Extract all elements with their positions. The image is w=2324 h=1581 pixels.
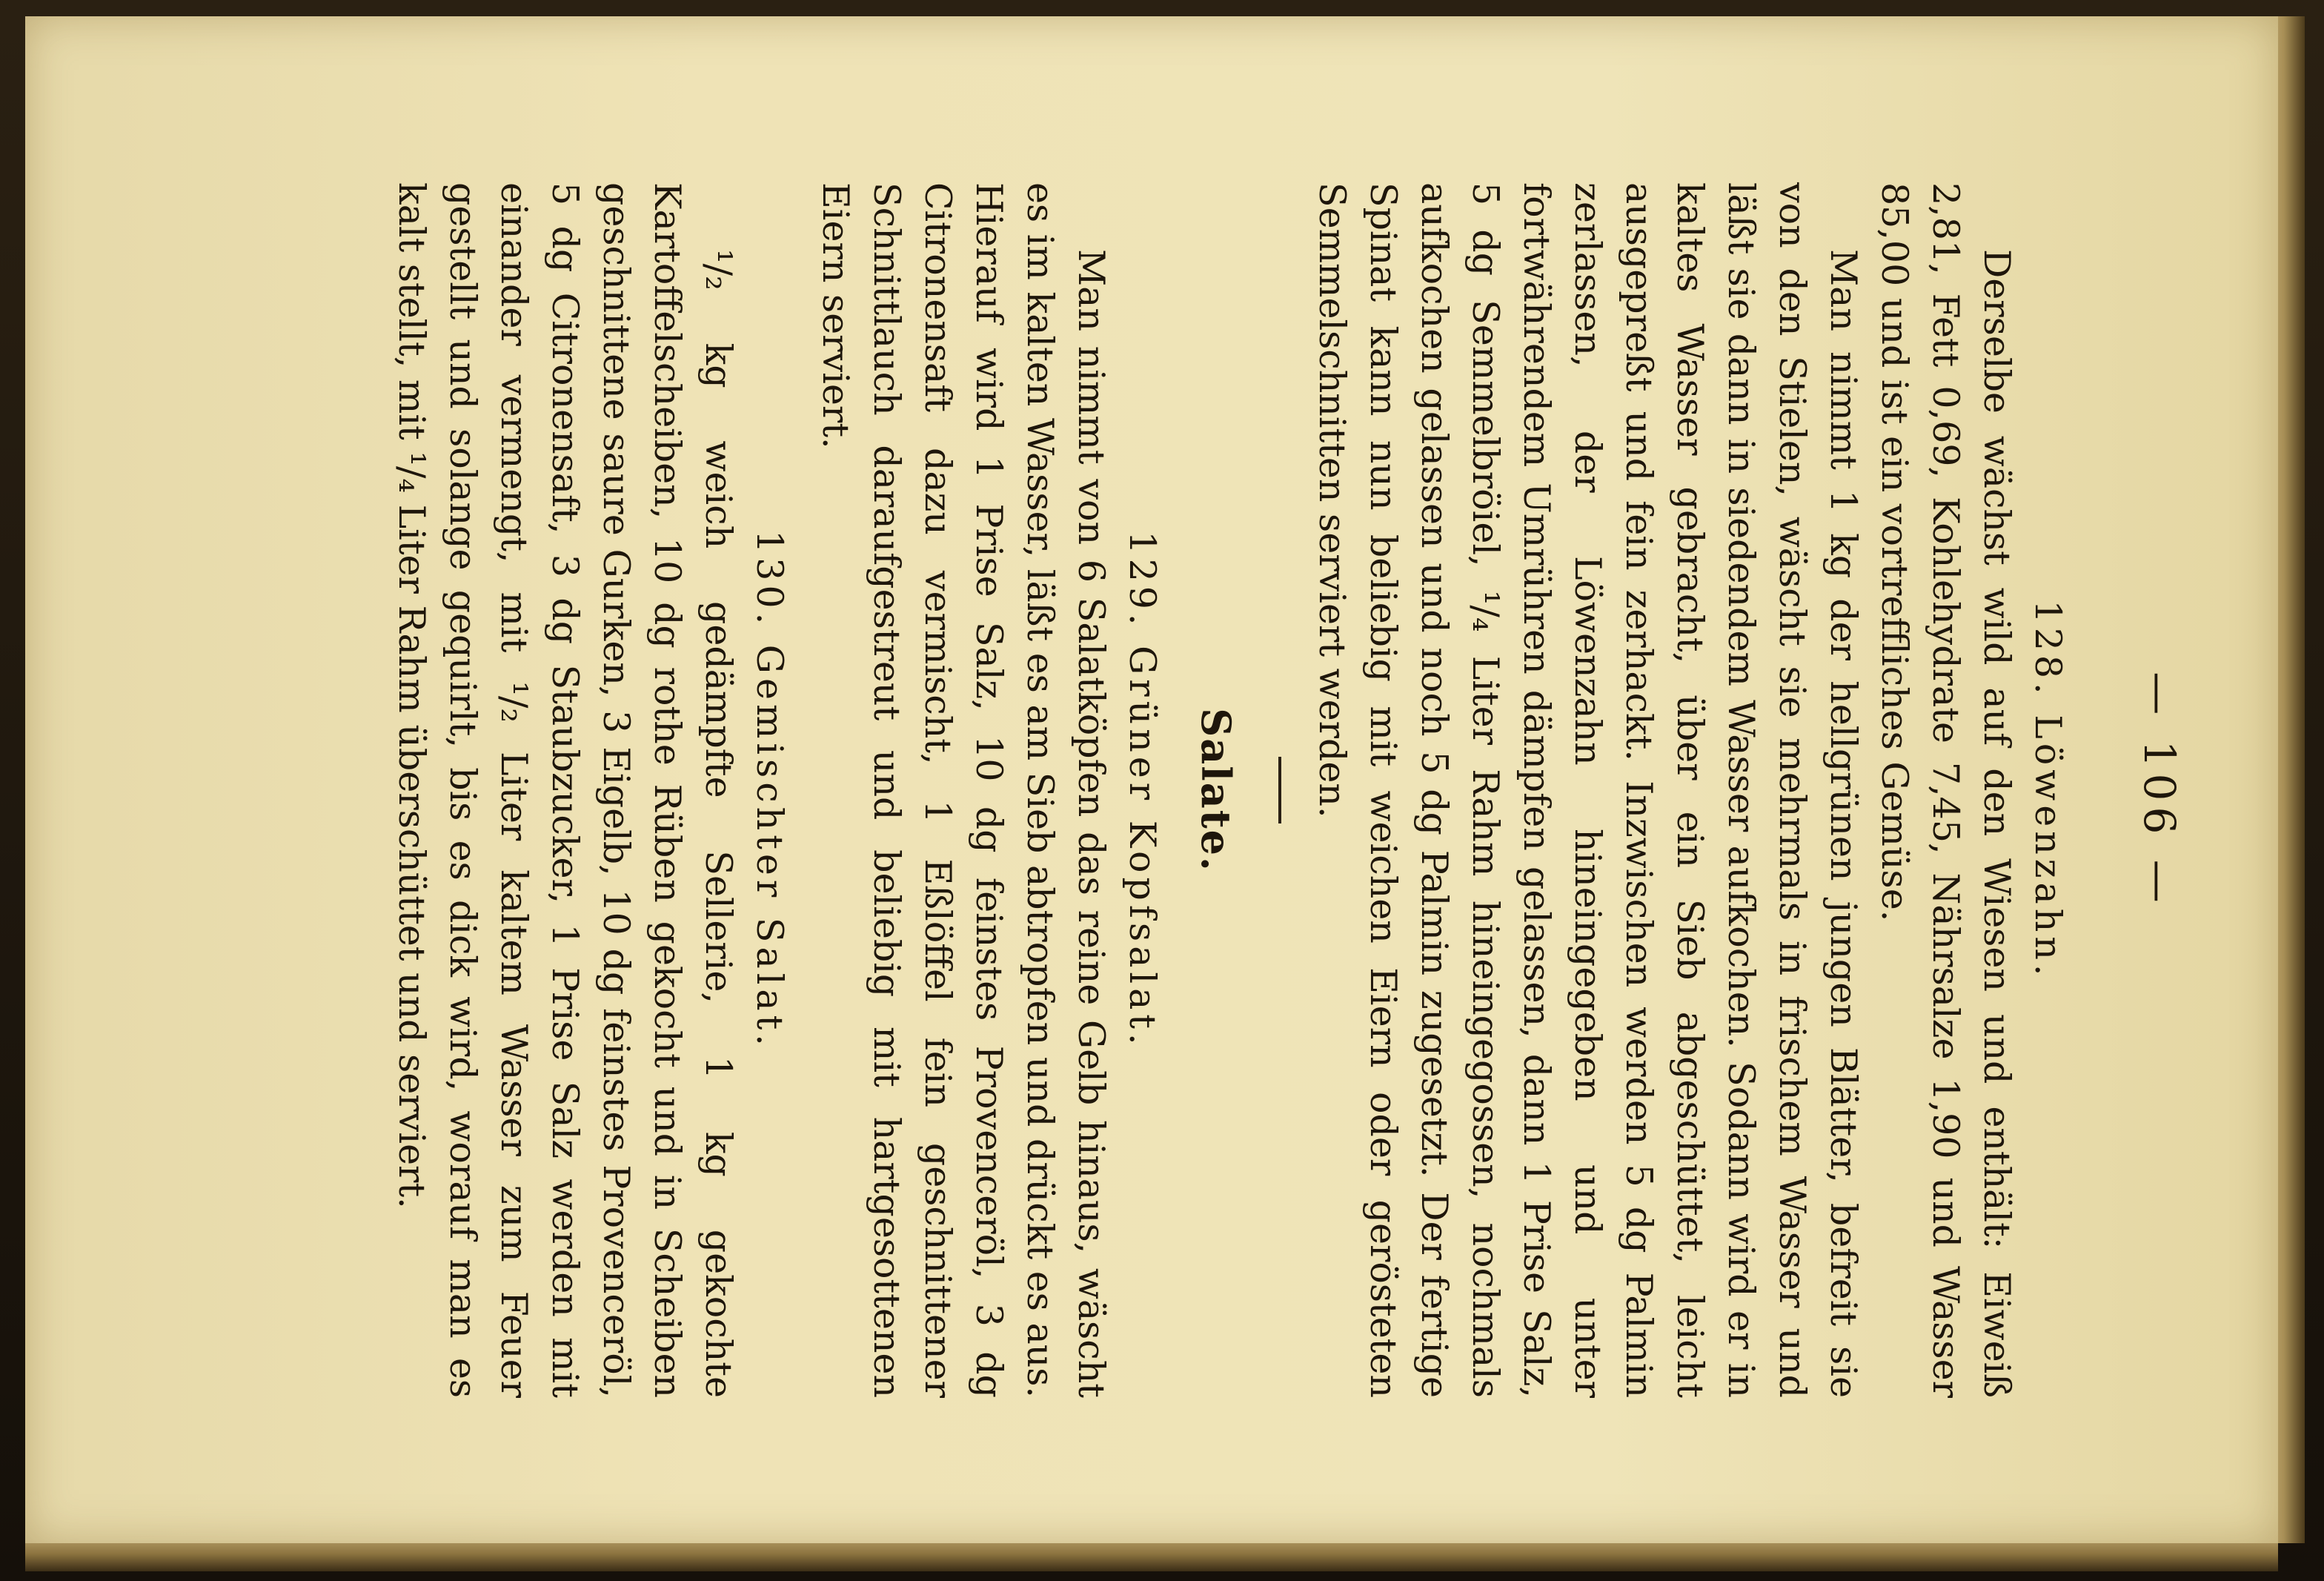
recipe-130-method: ¹/₂ kg weich gedämpfte Sellerie, 1 kg gekochte Kartoffelscheiben, 10 dg rothe Rüben gekocht und in Scheiben geschnittene saure Gurken, 3 Eigelb, 10 dg feinstes Provenceröl, 5 dg Citronensaft, 3 dg Staubzucker, 1 Prise Salz werden mit einander vermengt, mit ¹/₂ Liter kaltem Wasser zum Feuer gestellt und solange gequirlt, bis es dick wird, worauf man es kalt stellt, mit ¹/₄ Liter Rahm überschüttet und serviert. (391, 182, 740, 1398)
recipe-128-intro: Derselbe wächst wild auf den Wiesen und enthält: Eiweiß 2,81, Fett 0,69, Kohlehydrate 7,45, Nährsalze 1,90 und Wasser 85,00 und ist ein vortreffliches Gemüse. (1873, 182, 2018, 1398)
recipe-129-method: Man nimmt von 6 Salatköpfen das reine Gelb hinaus, wäscht es im kalten Wasser, läßt es am Sieb abtropfen und drückt es aus. Hierauf wird 1 Prise Salz, 10 dg feinstes Provenceröl, 3 dg Citronensaft dazu vermischt, 1 Eßlöffel fein geschnittener Schnittlauch daraufgestreut und beliebig mit hartgesottenen Eiern serviert. (814, 182, 1112, 1398)
recipe-title-130: 130. Gemischter Salat. (748, 530, 791, 1050)
recipe-title-128: 128. Löwenzahn. (2027, 600, 2069, 981)
recipe-title-129: 129. Grüner Kopfsalat. (1121, 531, 1163, 1050)
recipe-128-method: Man nimmt 1 kg der hellgrünen jungen Blätter, befreit sie von den Stielen, wäscht sie mehrmals in frischem Wasser und läßt sie dann in siedendem Wasser aufkochen. Sodann wird er in kaltes Wasser gebracht, über ein Sieb abgeschüttet, leicht ausgepreßt und fein zerhackt. Inzwischen werden 5 dg Palmin zerlassen, der Löwenzahn hineingegeben und unter fortwährendem Umrühren dämpfen gelassen, dann 1 Prise Salz, 5 dg Semmelbröiel, ¹/₄ Liter Rahm hineingegossen, nochmals aufkochen gelassen und noch 5 dg Palmin zugesetzt. Der fertige Spinat kann nun beliebig mit weichen Eiern oder gerösteten Semmelschnitten serviert werden. (1311, 182, 1865, 1398)
rotated-text-block (139, 182, 2185, 1398)
section-divider (1278, 757, 1281, 823)
page-body (386, 182, 2074, 1398)
section-heading-salate: Salate. (1192, 708, 1240, 872)
page-number: — 106 — (2134, 672, 2185, 909)
